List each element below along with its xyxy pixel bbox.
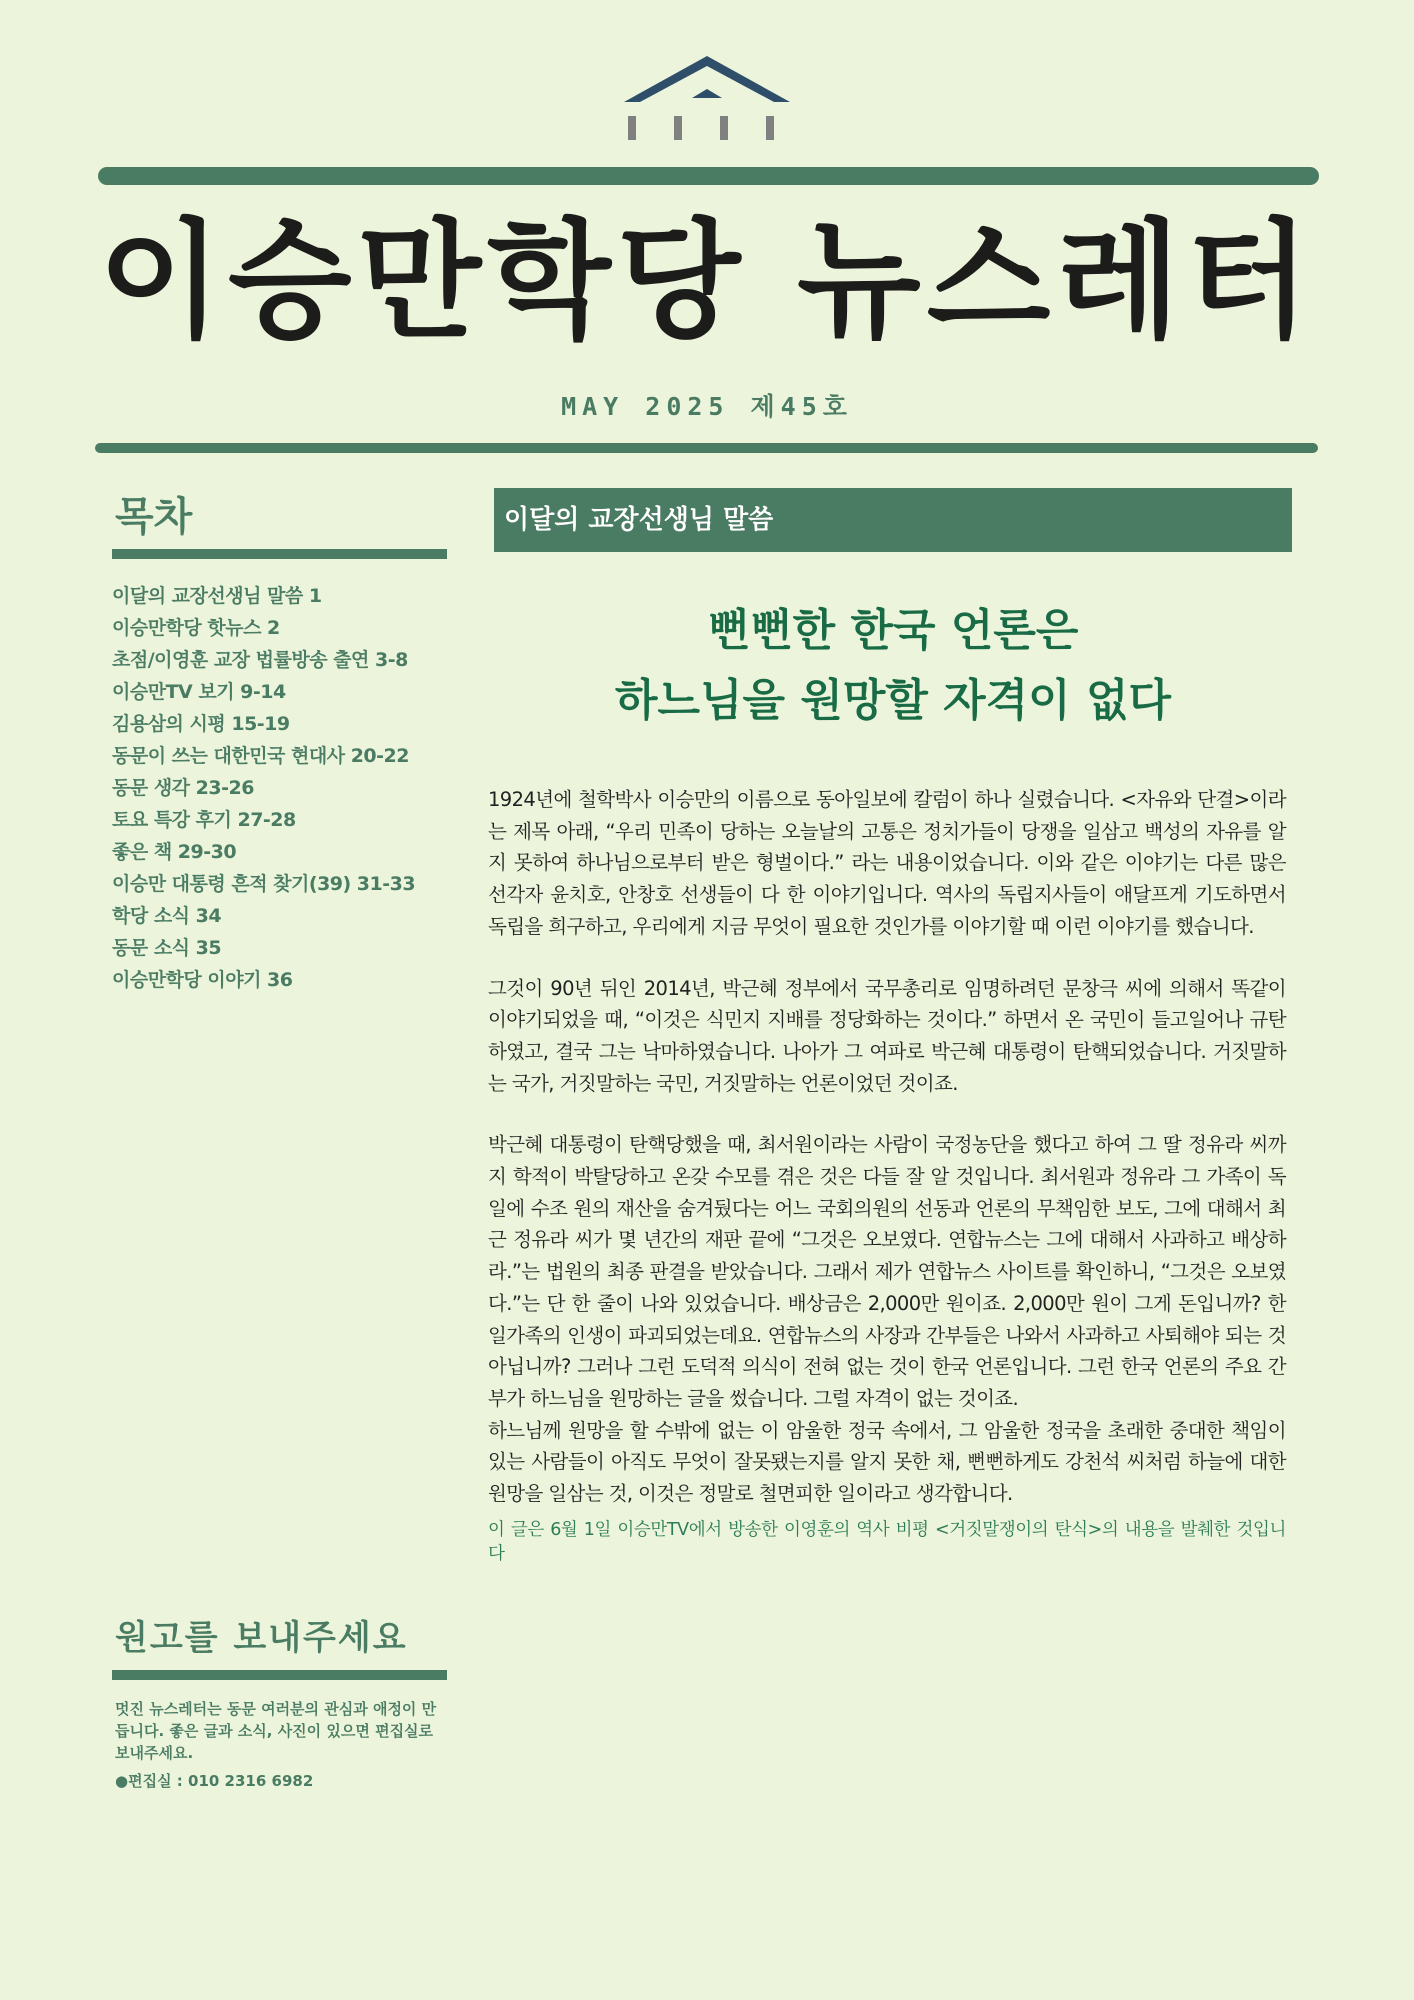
article-paragraph: 하느님께 원망을 할 수밖에 없는 이 암울한 정국 속에서, 그 암울한 정국을 초래한 중대한 책임이 있는 사람들이 아직도 무엇이 잘못됐는지를 알지 못한 채, 뻔뻔하게도 강천석 씨처럼 하늘에 대한 원망을 일삼는 것, 이것은 정말로 철면피한 일이라고 생각합니다. xyxy=(488,1418,1286,1506)
toc-item: 이승만학당 이야기 36 xyxy=(112,969,293,991)
masthead-top-rule xyxy=(98,167,1319,185)
article-paragraph: 그것이 90년 뒤인 2014년, 박근혜 정부에서 국무총리로 임명하려던 문창극 씨에 의해서 똑같이 이야기되었을 때, “이것은 식민지 지배를 정당화하는 것이다.” 하면서 온 국민이 들고일어나 규탄하였고, 결국 그는 낙마하였습니다. 나아가 그 여파로 박근혜 대통령이 탄핵되었습니다. 거짓말하는 국가, 거짓말하는 국민, 거짓말하는 언론이었던 것이죠. xyxy=(488,976,1286,1095)
masthead-bottom-rule xyxy=(95,443,1318,453)
submit-text: 멋진 뉴스레터는 동문 여러분의 관심과 애정이 만듭니다. 좋은 글과 소식, 사진이 있으면 편집실로 보내주세요. xyxy=(115,1700,437,1762)
table-of-contents xyxy=(112,580,452,996)
submit-title: 원고를 보내주세요 xyxy=(115,1618,408,1658)
headline-line: 뻔뻔한 한국 언론은 xyxy=(707,605,1079,656)
headline-line: 하느님을 원망할 자격이 없다 xyxy=(614,675,1171,726)
section-banner: 이달의 교장선생님 말씀 xyxy=(494,488,1292,552)
issue-label: MAY 2025 제45호 xyxy=(561,392,853,421)
toc-item: 좋은 책 29-30 xyxy=(112,841,237,863)
toc-item: 초점/이영훈 교장 법률방송 출연 3-8 xyxy=(112,649,408,671)
toc-item: 토요 특강 후기 27-28 xyxy=(112,809,296,831)
source-note: 이 글은 6월 1일 이승만TV에서 방송한 이영훈의 역사 비평 <거짓말쟁이의 탄식>의 내용을 발췌한 것입니다 xyxy=(488,1519,1286,1564)
toc-item: 김용삼의 시평 15-19 xyxy=(112,713,290,735)
toc-item: 이승만학당 핫뉴스 2 xyxy=(112,617,280,639)
toc-item: 동문 생각 23-26 xyxy=(112,777,254,799)
article-paragraph: 1924년에 철학박사 이승만의 이름으로 동아일보에 칼럼이 하나 실렸습니다. <자유와 단결>이라는 제목 아래, “우리 민족이 당하는 오늘날의 고통은 정치가들이 당쟁을 일삼고 백성의 자유를 알지 못하여 하나님으로부터 받은 형벌이다.” 라는 내용이었습니다. 이와 같은 이야기는 다른 많은 선각자 윤치호, 안창호 선생들이 다 한 이야기입니다. 역사의 독립지사들이 애달프게 기도하면서 독립을 희구하고, 우리에게 지금 무엇이 필요한 것인가를 이야기할 때 이런 이야기를 했습니다. xyxy=(488,788,1286,938)
toc-item: 이승만TV 보기 9-14 xyxy=(112,681,286,703)
toc-item: 이달의 교장선생님 말씀 1 xyxy=(112,585,322,607)
newsletter-title: 이승만학당 뉴스레터 xyxy=(98,207,1316,356)
article-paragraph: 박근혜 대통령이 탄핵당했을 때, 최서원이라는 사람이 국정농단을 했다고 하여 그 딸 정유라 씨까지 학적이 박탈당하고 온갖 수모를 겪은 것은 다들 잘 알 것입니다. 최서원과 정유라 그 가족이 독일에 수조 원의 재산을 숨겨뒀다는 어느 국회의원의 선동과 언론의 무책임한 보도, 그에 대해서 최근 정유라 씨가 몇 년간의 재판 끝에 “그것은 오보였다. 연합뉴스는 그에 대해서 사과하고 배상하라.”는 법원의 최종 판결을 받았습니다. 그래서 제가 연합뉴스 사이트를 확인하니, “그것은 오보였다.”는 단 한 줄이 나와 있었습니다. 배상금은 2,000만 원이죠. 2,000만 원이 그게 돈입니까? 한 일가족의 인생이 파괴되었는데요. 연합뉴스의 사장과 간부들은 나와서 사과하고 사퇴해야 되는 것 아닙니까? 그러나 그런 도덕적 의식이 전혀 없는 것이 한국 언론입니다. 그런 한국 언론의 주요 간부가 하느님을 원망하는 글을 썼습니다. 그럴 자격이 없는 것이죠. xyxy=(488,1133,1286,1410)
toc-item: 이승만 대통령 흔적 찾기(39) 31-33 xyxy=(112,873,416,895)
toc-item: 학당 소식 34 xyxy=(112,905,222,927)
toc-title: 목차 xyxy=(115,494,193,540)
toc-rule xyxy=(112,549,447,559)
editorial-contact: ●편집실 : 010 2316 6982 xyxy=(115,1772,314,1790)
school-building-logo-icon xyxy=(624,56,790,146)
article-headline xyxy=(494,596,1292,736)
toc-item: 동문 소식 35 xyxy=(112,937,222,959)
submit-rule xyxy=(112,1670,447,1680)
toc-item: 동문이 쓰는 대한민국 현대사 20-22 xyxy=(112,745,409,767)
article-body xyxy=(488,784,1286,1566)
